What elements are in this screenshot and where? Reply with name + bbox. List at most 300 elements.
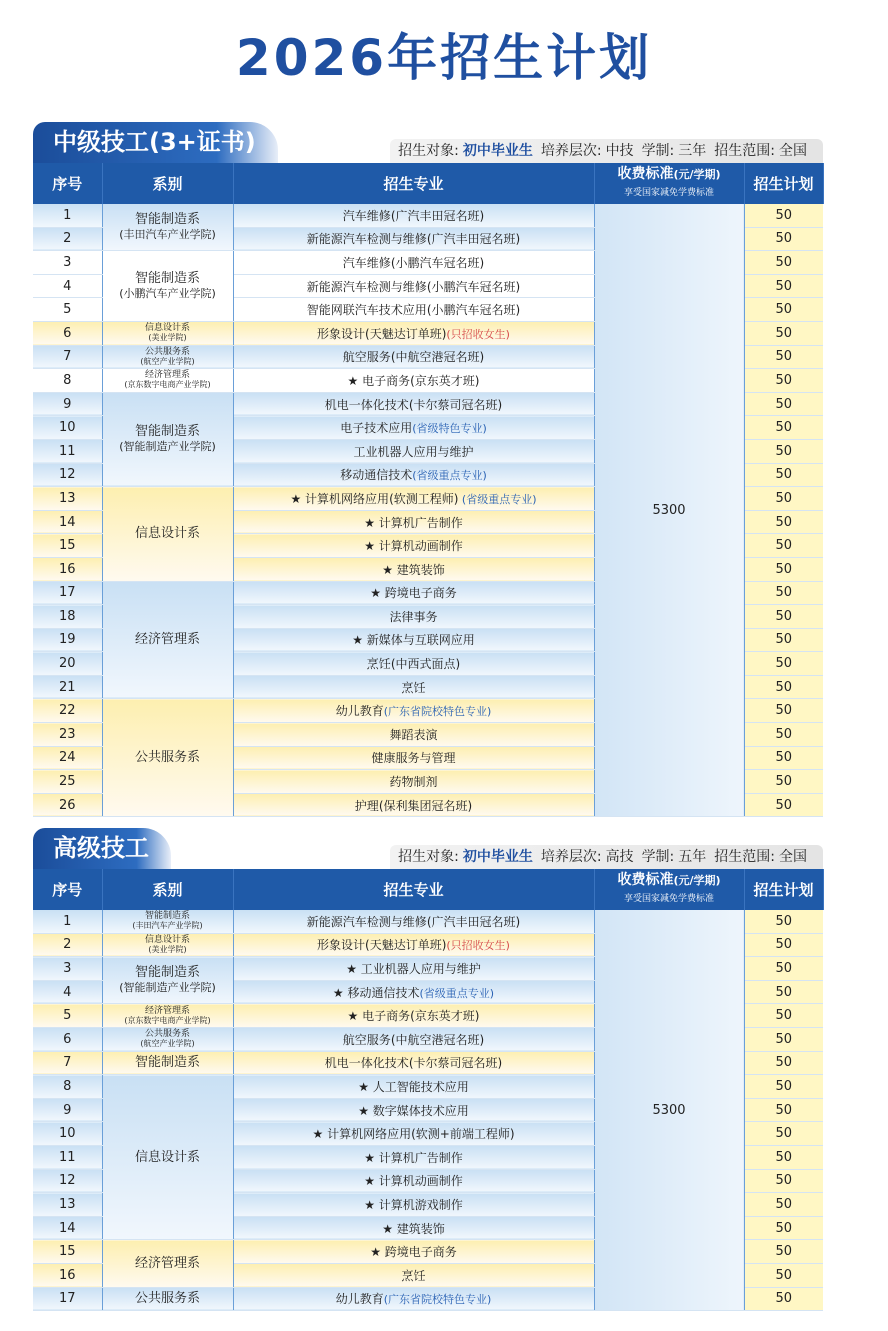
header-dept: 系别 [102,869,233,910]
major-name: 工业机器人应用与维护 [360,961,481,976]
major-name: 护理 [354,798,379,813]
row-dept [102,1240,233,1287]
row-major [233,1075,594,1099]
row-seq: 26 [33,793,102,817]
row-seq: 1 [33,204,102,227]
major-name: 跨境电子商务 [384,1245,457,1260]
header-major: 招生专业 [233,163,594,204]
star-icon: ★ [382,562,397,577]
major-note: (保利集团冠名班) [378,798,473,813]
row-quota: 50 [744,369,823,393]
major-name: 航空服务 [342,350,391,365]
row-quota: 50 [744,298,823,322]
info-value: 全国 [779,143,807,159]
major-name: 计算机游戏制作 [378,1197,463,1212]
row-seq: 5 [33,1004,102,1028]
star-icon: ★ [347,1009,363,1024]
dept-name: 信息设计系 [134,526,200,542]
header-seq: 序号 [33,869,102,910]
row-quota: 50 [744,416,823,440]
row-quota: 50 [744,793,823,817]
row-dept [102,1075,233,1240]
dept-sub: (丰田汽车产业学院) [132,921,203,931]
major-note-restriction: (只招收女生) [446,327,510,341]
row-dept [102,321,233,345]
dept-sub: (小鹏汽车产业学院) [119,287,216,301]
admission-table [33,163,824,817]
row-major [233,1027,594,1051]
info-label: 招生对象: [398,849,459,865]
row-quota: 50 [744,1075,823,1099]
row-quota: 50 [744,652,823,676]
row-major [233,1004,594,1028]
major-name: 计算机广告制作 [378,1150,463,1165]
major-note: (天魅达订单班) [365,326,447,341]
info-value: 初中毕业生 [462,143,533,159]
major-note: (小鹏汽车冠名班) [426,303,521,318]
row-quota: 50 [744,723,823,747]
star-icon: ★ [364,539,379,554]
major-name: 新能源汽车检测与维修 [306,279,427,294]
dept-name: 经济管理系 [134,632,200,648]
dept-sub: (航空产业学院) [140,356,195,366]
dept-name: 信息设计系 [144,934,190,945]
major-name: 跨境电子商务 [384,586,457,601]
dept-name: 智能制造系 [134,271,200,287]
dept-name: 信息设计系 [144,323,190,334]
dept-name: 智能制造系 [134,1055,200,1071]
row-seq: 12 [33,463,102,487]
row-dept [102,699,233,817]
dept-name: 智能制造系 [144,911,190,922]
row-quota: 50 [744,321,823,345]
row-major [233,605,594,629]
row-quota: 50 [744,581,823,605]
row-dept [102,1027,233,1051]
row-major [233,933,594,957]
row-quota: 50 [744,345,823,369]
row-dept [102,1287,233,1311]
row-quota: 50 [744,274,823,298]
row-quota: 50 [744,957,823,981]
header-fee [594,869,744,910]
star-icon: ★ [382,1221,397,1236]
row-seq: 8 [33,369,102,393]
major-note: (天魅达订单班) [365,938,447,953]
row-major [233,1169,594,1193]
row-major [233,1193,594,1217]
row-seq: 14 [33,1216,102,1240]
major-name: 电子技术应用 [340,421,413,436]
row-seq: 14 [33,510,102,534]
row-quota: 50 [744,746,823,770]
dept-name: 智能制造系 [134,424,200,440]
row-major [233,1287,594,1311]
row-seq: 8 [33,1075,102,1099]
major-name: 智能网联汽车技术应用 [306,303,427,318]
info-item [541,143,638,159]
fee-value: 5300 [594,910,744,1311]
row-seq: 6 [33,321,102,345]
info-value: 高技 [605,849,634,865]
major-note: (广汽丰田冠名班) [390,208,485,223]
star-icon: ★ [347,373,363,388]
row-quota: 50 [744,1122,823,1146]
row-major [233,957,594,981]
info-value: 全国 [779,849,807,865]
row-seq: 3 [33,251,102,275]
row-seq: 16 [33,557,102,581]
section-title-tab: 中级技工(3+证书) [33,122,278,163]
row-major [233,439,594,463]
row-seq: 18 [33,605,102,629]
row-major [233,1122,594,1146]
major-note: (中航空港冠名班) [390,1032,485,1047]
dept-sub: (智能制造产业学院) [119,440,216,454]
major-note: (京东英才班) [410,1009,480,1024]
row-major [233,1051,594,1075]
info-label: 招生范围: [714,143,775,159]
row-seq: 4 [33,980,102,1004]
row-quota: 50 [744,1004,823,1028]
fee-value: 5300 [594,204,744,817]
major-name: 机电一体化技术 [324,1056,409,1071]
section-info-bar [390,845,823,869]
star-icon: ★ [364,515,379,530]
row-major [233,227,594,251]
star-icon: ★ [332,985,348,1000]
row-major [233,321,594,345]
row-major [233,675,594,699]
star-icon: ★ [370,1245,385,1260]
dept-name: 公共服务系 [134,1291,200,1307]
major-note: (广东省院校特色专业) [383,705,492,719]
info-item [642,143,711,159]
row-quota: 50 [744,463,823,487]
row-seq: 20 [33,652,102,676]
major-name: 新能源汽车检测与维修 [306,914,427,929]
row-seq: 23 [33,723,102,747]
row-major [233,628,594,652]
row-dept [102,910,233,933]
major-name: 计算机网络应用 [305,491,390,506]
major-name: 计算机动画制作 [378,1174,463,1189]
row-quota: 50 [744,227,823,251]
section-advanced [33,828,823,1311]
row-seq: 21 [33,675,102,699]
row-quota: 50 [744,1216,823,1240]
dept-name: 信息设计系 [134,1149,200,1165]
major-name: 新能源汽车检测与维修 [306,232,427,247]
major-name: 药物制剂 [389,775,438,790]
row-dept [102,957,233,1004]
major-note: (小鹏汽车冠名班) [390,255,485,270]
dept-name: 经济管理系 [134,1255,200,1271]
major-name: 汽车维修 [342,255,391,270]
major-note: (软测工程师) [389,491,459,506]
star-icon: ★ [290,491,306,506]
row-seq: 19 [33,628,102,652]
major-name: 烹饪 [401,1268,426,1283]
row-seq: 5 [33,298,102,322]
dept-name: 经济管理系 [144,1005,190,1016]
star-icon: ★ [352,633,367,648]
info-value: 中技 [605,143,634,159]
row-seq: 15 [33,534,102,558]
row-quota: 50 [744,251,823,275]
row-seq: 9 [33,1098,102,1122]
row-major [233,204,594,227]
header-quota: 招生计划 [744,163,823,204]
row-major [233,746,594,770]
row-major [233,793,594,817]
major-name: 数字媒体技术应用 [372,1103,469,1118]
table-header-row [33,163,823,204]
row-quota: 50 [744,1263,823,1287]
dept-sub: (京东数字电商产业学院) [124,380,211,390]
row-quota: 50 [744,510,823,534]
row-major [233,298,594,322]
row-seq: 3 [33,957,102,981]
header-fee-unit: (元/学期) [673,874,721,887]
major-name: 汽车维修 [342,208,391,223]
row-seq: 2 [33,933,102,957]
table-row [33,204,823,227]
row-quota: 50 [744,1193,823,1217]
major-name: 移动通信技术 [347,985,420,1000]
row-major [233,581,594,605]
row-major [233,463,594,487]
major-note: (广汽丰田冠名班) [426,232,521,247]
row-quota: 50 [744,675,823,699]
header-seq: 序号 [33,163,102,204]
major-note: (广东省院校特色专业) [383,1293,492,1307]
row-major [233,770,594,794]
dept-sub: (航空产业学院) [140,1039,195,1049]
row-seq: 13 [33,487,102,511]
major-name: 建筑装饰 [396,1221,445,1236]
star-icon: ★ [358,1103,373,1118]
major-name: 法律事务 [389,609,438,624]
info-value: 三年 [678,143,707,159]
major-name: 新媒体与互联网应用 [366,633,475,648]
info-label: 招生对象: [398,143,459,159]
row-major [233,369,594,393]
star-icon: ★ [364,1150,379,1165]
row-quota: 50 [744,392,823,416]
row-seq: 4 [33,274,102,298]
row-quota: 50 [744,439,823,463]
row-major [233,1240,594,1264]
row-seq: 15 [33,1240,102,1264]
row-major [233,392,594,416]
dept-sub: (美业学院) [148,333,187,343]
major-note: (中航空港冠名班) [390,350,485,365]
header-fee-sub: 享受国家减免学费标准 [623,188,714,198]
row-seq: 17 [33,1287,102,1311]
row-seq: 2 [33,227,102,251]
row-major [233,251,594,275]
info-value: 五年 [678,849,707,865]
row-dept [102,204,233,251]
dept-sub: (京东数字电商产业学院) [124,1015,211,1025]
row-dept [102,345,233,369]
dept-name: 智能制造系 [134,212,200,228]
info-item [398,849,537,865]
major-note: (中西式面点) [390,657,461,672]
row-quota: 50 [744,1098,823,1122]
row-major [233,345,594,369]
info-label: 学制: [641,849,675,865]
info-item [714,143,811,159]
row-major [233,723,594,747]
row-quota: 50 [744,534,823,558]
star-icon: ★ [312,1127,328,1142]
major-name: 健康服务与管理 [371,751,456,766]
row-quota: 50 [744,1169,823,1193]
row-major [233,557,594,581]
row-seq: 22 [33,699,102,723]
star-icon: ★ [364,1174,379,1189]
row-dept [102,487,233,581]
row-quota: 50 [744,557,823,581]
row-major [233,416,594,440]
row-dept [102,392,233,486]
major-name: 计算机广告制作 [378,515,463,530]
header-major: 招生专业 [233,869,594,910]
row-seq: 17 [33,581,102,605]
major-name: 人工智能技术应用 [372,1079,469,1094]
major-name: 幼儿教育 [335,704,384,719]
row-seq: 6 [33,1027,102,1051]
row-seq: 10 [33,1122,102,1146]
page-title: 2026年招生计划 [235,29,653,87]
row-quota: 50 [744,980,823,1004]
row-major [233,510,594,534]
row-seq: 25 [33,770,102,794]
major-name: 电子商务 [362,1009,411,1024]
major-name: 幼儿教育 [335,1292,384,1307]
row-major [233,1216,594,1240]
info-item [541,849,638,865]
row-quota: 50 [744,605,823,629]
section-title-tab: 高级技工 [33,828,171,869]
dept-name: 经济管理系 [144,370,190,381]
dept-name: 智能制造系 [134,965,200,981]
row-major [233,910,594,933]
dept-name: 公共服务系 [134,750,200,766]
major-name: 计算机动画制作 [378,539,463,554]
major-name: 建筑装饰 [396,562,445,577]
section-header [33,828,823,869]
header-fee-main: 收费标准(元/学期) [617,166,721,182]
table-header-row [33,869,823,910]
major-note: (小鹏汽车冠名班) [426,279,521,294]
star-icon: ★ [358,1079,373,1094]
major-note: (省级特色专业) [412,422,487,436]
row-quota: 50 [744,933,823,957]
star-icon: ★ [346,961,361,976]
row-seq: 7 [33,345,102,369]
row-seq: 10 [33,416,102,440]
major-name: 工业机器人应用与维护 [353,444,474,459]
admission-table [33,869,824,1311]
row-seq: 16 [33,1263,102,1287]
row-dept [102,369,233,393]
row-quota: 50 [744,1287,823,1311]
major-note: (省级重点专业) [419,986,495,1000]
row-major [233,1098,594,1122]
row-seq: 1 [33,910,102,933]
row-quota: 50 [744,204,823,227]
header-fee [594,163,744,204]
row-major [233,699,594,723]
row-seq: 13 [33,1193,102,1217]
row-quota: 50 [744,699,823,723]
row-dept [102,581,233,699]
row-dept [102,933,233,957]
major-note: (软测+前端工程师) [411,1127,515,1142]
info-label: 招生范围: [714,849,775,865]
section-header [33,122,823,163]
row-major [233,534,594,558]
major-name: 烹饪 [401,680,426,695]
row-dept [102,1004,233,1028]
row-quota: 50 [744,1051,823,1075]
info-item [714,849,811,865]
row-quota: 50 [744,910,823,933]
header-dept: 系别 [102,163,233,204]
major-note: (省级重点专业) [412,469,487,483]
section-info-bar [390,139,823,163]
major-note-level: (省级重点专业) [458,492,537,506]
row-major [233,487,594,511]
row-major [233,1145,594,1169]
star-icon: ★ [364,1197,379,1212]
major-note: (京东英才班) [410,373,480,388]
row-seq: 7 [33,1051,102,1075]
info-label: 培养层次: [540,143,602,159]
row-dept [102,251,233,322]
section-intermediate [33,122,823,817]
header-fee-unit: (元/学期) [673,168,721,181]
row-major [233,652,594,676]
header-fee-main: 收费标准(元/学期) [617,872,721,888]
row-major [233,274,594,298]
dept-name: 公共服务系 [144,1029,190,1040]
row-seq: 12 [33,1169,102,1193]
row-seq: 11 [33,439,102,463]
major-note: (广汽丰田冠名班) [426,914,521,929]
row-seq: 24 [33,746,102,770]
major-name: 舞蹈表演 [389,727,438,742]
info-item [398,143,537,159]
major-name: 形象设计 [317,326,366,341]
row-quota: 50 [744,770,823,794]
info-label: 学制: [641,143,675,159]
star-icon: ★ [370,586,385,601]
major-name: 烹饪 [366,657,391,672]
table-row [33,910,823,933]
row-quota: 50 [744,487,823,511]
major-name: 电子商务 [362,373,411,388]
row-quota: 50 [744,1240,823,1264]
major-note: (卡尔蔡司冠名班) [408,397,503,412]
row-quota: 50 [744,1027,823,1051]
major-note-restriction: (只招收女生) [446,939,510,953]
dept-sub: (智能制造产业学院) [119,981,216,995]
row-major [233,1263,594,1287]
